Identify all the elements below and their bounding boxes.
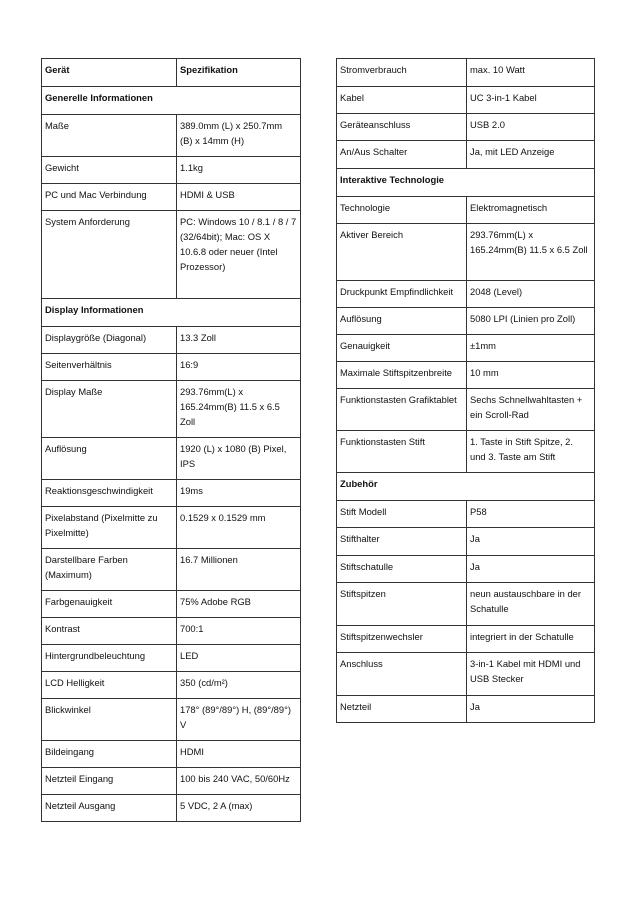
spec-value: 1.1kg bbox=[177, 157, 301, 184]
spec-value: Spezifikation bbox=[177, 59, 301, 87]
spec-value: 19ms bbox=[177, 480, 301, 507]
spec-value: 13.3 Zoll bbox=[177, 327, 301, 354]
spec-value: Ja bbox=[467, 528, 595, 556]
spec-label: An/Aus Schalter bbox=[337, 141, 467, 169]
spec-label: Blickwinkel bbox=[42, 699, 177, 741]
spec-row bbox=[42, 741, 301, 768]
spec-row bbox=[337, 141, 595, 169]
spec-label: Maße bbox=[42, 115, 177, 157]
spec-value: Ja bbox=[467, 556, 595, 583]
spec-value: LED bbox=[177, 645, 301, 672]
spec-label: Kabel bbox=[337, 87, 467, 114]
spec-value: 100 bis 240 VAC, 50/60Hz bbox=[177, 768, 301, 795]
spec-row bbox=[337, 696, 595, 723]
spec-label: Netzteil Ausgang bbox=[42, 795, 177, 822]
spec-value: 0.1529 x 0.1529 mm bbox=[177, 507, 301, 549]
spec-row bbox=[42, 115, 301, 157]
spec-row bbox=[42, 591, 301, 618]
spec-label: Stromverbrauch bbox=[337, 59, 467, 87]
spec-label: Druckpunkt Empfindlichkeit bbox=[337, 281, 467, 308]
spec-value: 293.76mm(L) x 165.24mm(B) 11.5 x 6.5 Zoll bbox=[467, 224, 595, 281]
spec-value: 293.76mm(L) x 165.24mm(B) 11.5 x 6.5 Zoll bbox=[177, 381, 301, 438]
spec-value: Elektromagnetisch bbox=[467, 197, 595, 224]
spec-label: Geräteanschluss bbox=[337, 114, 467, 141]
spec-value: 1920 (L) x 1080 (B) Pixel, IPS bbox=[177, 438, 301, 480]
spec-row bbox=[42, 480, 301, 507]
spec-row bbox=[337, 501, 595, 528]
spec-row bbox=[337, 389, 595, 431]
spec-value: Ja bbox=[467, 696, 595, 723]
spec-value: neun austauschbare in der Schatulle bbox=[467, 583, 595, 626]
spec-label: Auflösung bbox=[42, 438, 177, 480]
spec-row bbox=[42, 672, 301, 699]
spec-label: Gerät bbox=[42, 59, 177, 87]
spec-row bbox=[337, 362, 595, 389]
spec-value: HDMI bbox=[177, 741, 301, 768]
spec-value: 16.7 Millionen bbox=[177, 549, 301, 591]
spec-row bbox=[337, 626, 595, 653]
spec-value: 389.0mm (L) x 250.7mm (B) x 14mm (H) bbox=[177, 115, 301, 157]
spec-label: LCD Helligkeit bbox=[42, 672, 177, 699]
spec-label: Genauigkeit bbox=[337, 335, 467, 362]
section-title: Interaktive Technologie bbox=[337, 169, 595, 197]
spec-label: Gewicht bbox=[42, 157, 177, 184]
spec-row bbox=[42, 211, 301, 299]
spec-row bbox=[42, 699, 301, 741]
spec-value: UC 3-in-1 Kabel bbox=[467, 87, 595, 114]
spec-label: Darstellbare Farben (Maximum) bbox=[42, 549, 177, 591]
spec-label: System Anforderung bbox=[42, 211, 177, 299]
spec-label: Displaygröße (Diagonal) bbox=[42, 327, 177, 354]
spec-value: 16:9 bbox=[177, 354, 301, 381]
spec-label: Kontrast bbox=[42, 618, 177, 645]
spec-label: Display Maße bbox=[42, 381, 177, 438]
spec-label: Stifthalter bbox=[337, 528, 467, 556]
spec-table-right bbox=[336, 58, 595, 723]
spec-value: HDMI & USB bbox=[177, 184, 301, 211]
spec-value: P58 bbox=[467, 501, 595, 528]
spec-row bbox=[337, 528, 595, 556]
spec-row bbox=[337, 335, 595, 362]
spec-value: 2048 (Level) bbox=[467, 281, 595, 308]
section-title: Zubehör bbox=[337, 473, 595, 501]
spec-label: Reaktionsgeschwindigkeit bbox=[42, 480, 177, 507]
spec-label: Anschluss bbox=[337, 653, 467, 696]
spec-row bbox=[337, 87, 595, 114]
spec-table-left bbox=[41, 58, 301, 822]
spec-label: Pixelabstand (Pixelmitte zu Pixelmitte) bbox=[42, 507, 177, 549]
spec-label: Maximale Stiftspitzenbreite bbox=[337, 362, 467, 389]
section-header-row bbox=[42, 299, 301, 327]
spec-value: Ja, mit LED Anzeige bbox=[467, 141, 595, 169]
spec-value: USB 2.0 bbox=[467, 114, 595, 141]
spec-row bbox=[42, 354, 301, 381]
spec-row bbox=[42, 438, 301, 480]
spec-label: Farbgenauigkeit bbox=[42, 591, 177, 618]
spec-row bbox=[337, 583, 595, 626]
spec-label: Netzteil Eingang bbox=[42, 768, 177, 795]
spec-value: 700:1 bbox=[177, 618, 301, 645]
spec-row bbox=[42, 645, 301, 672]
spec-label: Bildeingang bbox=[42, 741, 177, 768]
spec-value: 10 mm bbox=[467, 362, 595, 389]
spec-label: Seitenverhältnis bbox=[42, 354, 177, 381]
spec-label: Stiftspitzen bbox=[337, 583, 467, 626]
spec-label: Auflösung bbox=[337, 308, 467, 335]
spec-row bbox=[337, 224, 595, 281]
spec-row bbox=[42, 507, 301, 549]
spec-row bbox=[42, 327, 301, 354]
spec-row bbox=[42, 768, 301, 795]
spec-label: Netzteil bbox=[337, 696, 467, 723]
spec-row bbox=[42, 618, 301, 645]
spec-value: 350 (cd/m²) bbox=[177, 672, 301, 699]
spec-row bbox=[337, 281, 595, 308]
spec-value: 5 VDC, 2 A (max) bbox=[177, 795, 301, 822]
spec-row bbox=[337, 431, 595, 473]
spec-row bbox=[42, 381, 301, 438]
spec-row bbox=[337, 556, 595, 583]
spec-value: PC: Windows 10 / 8.1 / 8 / 7 (32/64bit); Mac: OS X 10.6.8 oder neuer (Intel Prozessor) bbox=[177, 211, 301, 299]
spec-value: max. 10 Watt bbox=[467, 59, 595, 87]
section-header-row bbox=[337, 473, 595, 501]
spec-row bbox=[337, 59, 595, 87]
spec-value: 1. Taste in Stift Spitze, 2. und 3. Taste am Stift bbox=[467, 431, 595, 473]
spec-label: Stiftspitzenwechsler bbox=[337, 626, 467, 653]
spec-label: Stiftschatulle bbox=[337, 556, 467, 583]
spec-label: Aktiver Bereich bbox=[337, 224, 467, 281]
spec-label: Hintergrundbeleuchtung bbox=[42, 645, 177, 672]
spec-label: Funktionstasten Grafiktablet bbox=[337, 389, 467, 431]
spec-row bbox=[337, 114, 595, 141]
spec-value: 75% Adobe RGB bbox=[177, 591, 301, 618]
spec-row bbox=[42, 549, 301, 591]
spec-row bbox=[337, 653, 595, 696]
spec-row bbox=[337, 308, 595, 335]
spec-row bbox=[42, 157, 301, 184]
spec-value: 5080 LPI (Linien pro Zoll) bbox=[467, 308, 595, 335]
spec-value: 3-in-1 Kabel mit HDMI und USB Stecker bbox=[467, 653, 595, 696]
spec-row bbox=[42, 795, 301, 822]
spec-row bbox=[42, 184, 301, 211]
spec-label: Funktionstasten Stift bbox=[337, 431, 467, 473]
section-title: Display Informationen bbox=[42, 299, 301, 327]
spec-value: integriert in der Schatulle bbox=[467, 626, 595, 653]
section-title: Generelle Informationen bbox=[42, 87, 301, 115]
spec-row bbox=[42, 59, 301, 87]
spec-label: Technologie bbox=[337, 197, 467, 224]
spec-value: Sechs Schnellwahltasten + ein Scroll-Rad bbox=[467, 389, 595, 431]
section-header-row bbox=[42, 87, 301, 115]
spec-value: ±1mm bbox=[467, 335, 595, 362]
spec-label: PC und Mac Verbindung bbox=[42, 184, 177, 211]
spec-value: 178° (89°/89°) H, (89°/89°) V bbox=[177, 699, 301, 741]
spec-label: Stift Modell bbox=[337, 501, 467, 528]
spec-row bbox=[337, 197, 595, 224]
section-header-row bbox=[337, 169, 595, 197]
